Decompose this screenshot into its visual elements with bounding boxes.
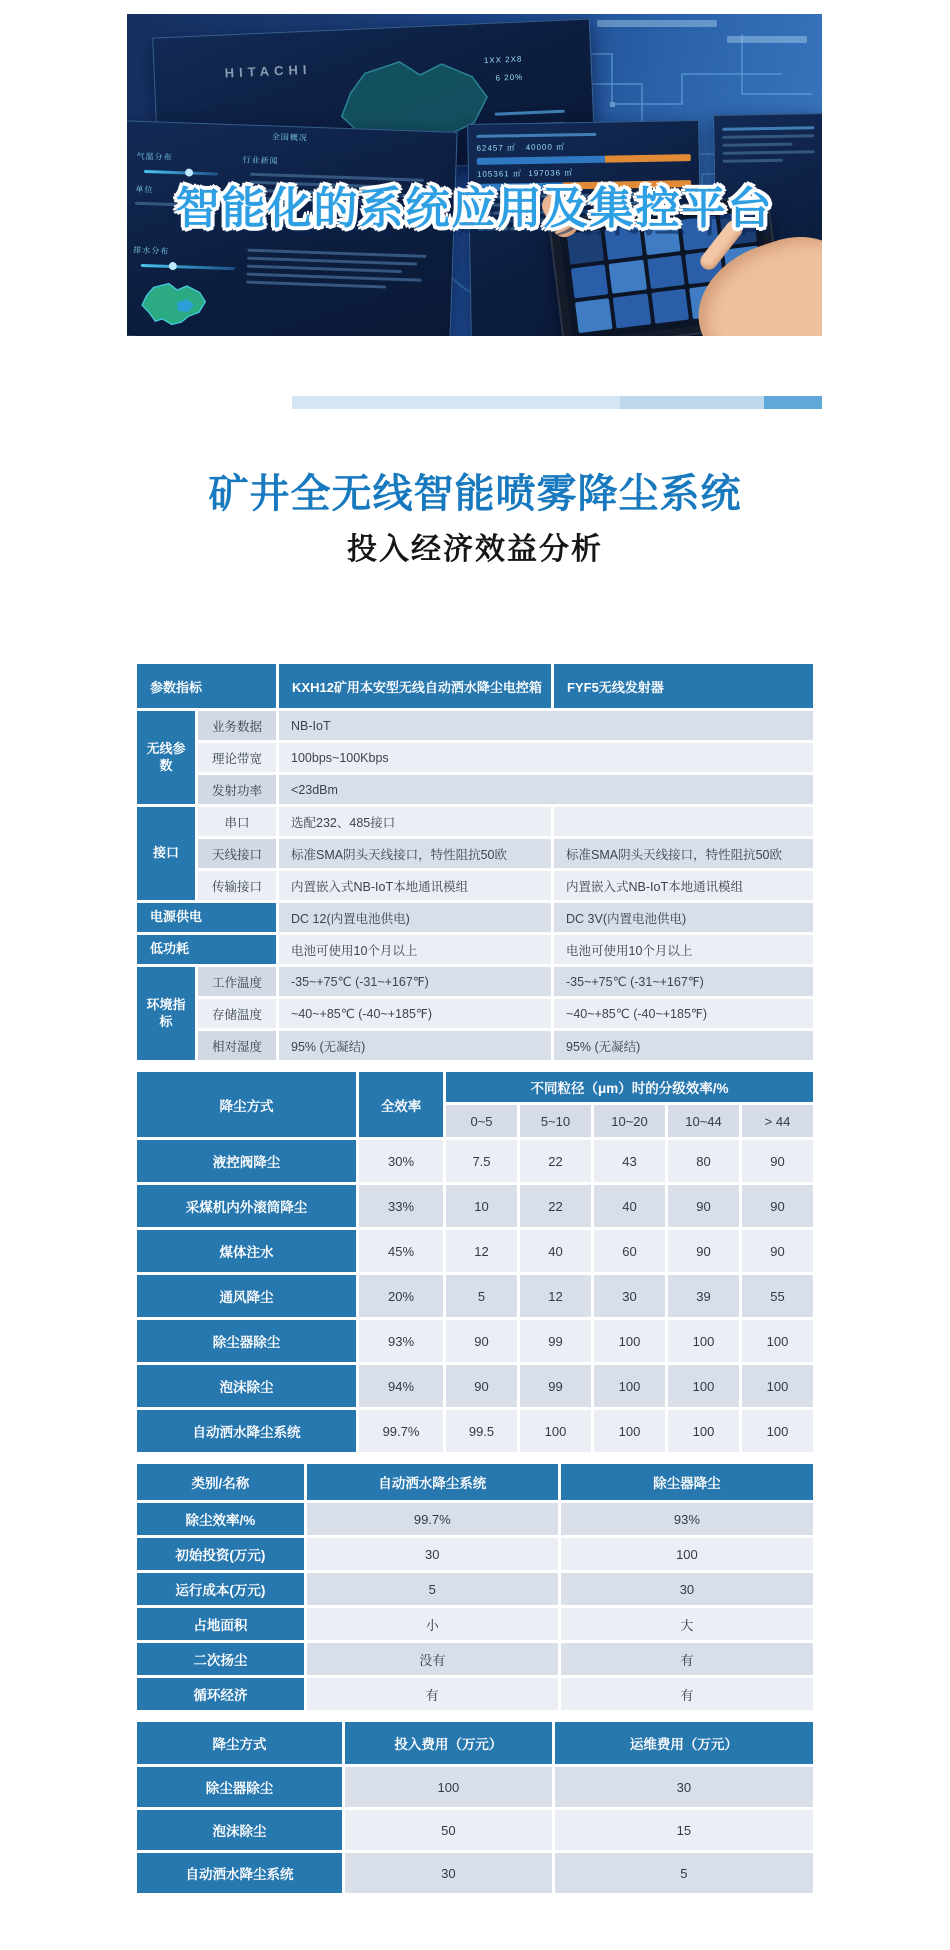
row-label: 理论带宽 bbox=[198, 743, 276, 772]
cell: -35~+75℃ (-31~+167℉) bbox=[554, 967, 813, 996]
panel-label: 单位 bbox=[135, 184, 154, 195]
cell: 100 bbox=[520, 1410, 591, 1452]
col-header: FYF5无线发射器 bbox=[554, 664, 813, 708]
cell: ~40~+85℃ (-40~+185℉) bbox=[554, 999, 813, 1028]
table-row bbox=[137, 775, 813, 804]
table-row bbox=[137, 1767, 813, 1807]
table-row bbox=[137, 967, 813, 996]
text-line-graphic bbox=[722, 126, 814, 131]
cell: 39 bbox=[668, 1275, 739, 1317]
row-label: 自动洒水降尘系统 bbox=[137, 1853, 342, 1893]
cell: DC 3V(内置电池供电) bbox=[554, 903, 813, 932]
cell: 99 bbox=[520, 1320, 591, 1362]
text-line-graphic bbox=[247, 257, 417, 266]
text-line-graphic bbox=[247, 273, 422, 282]
cell: 30 bbox=[594, 1275, 665, 1317]
cell: 90 bbox=[446, 1320, 517, 1362]
cell: 有 bbox=[307, 1678, 558, 1710]
row-label: 发射功率 bbox=[198, 775, 276, 804]
row-label: 除尘效率/% bbox=[137, 1503, 304, 1535]
cell: 93% bbox=[359, 1320, 443, 1362]
row-label: 液控阀降尘 bbox=[137, 1140, 356, 1182]
light-strip-graphic bbox=[727, 36, 807, 43]
table-row bbox=[137, 711, 813, 740]
divider-segment-3 bbox=[764, 396, 822, 409]
table-row bbox=[137, 1320, 813, 1362]
cell: 30 bbox=[307, 1538, 558, 1570]
panel-label: 全国概况 bbox=[271, 132, 309, 143]
row-label: 泡沫除尘 bbox=[137, 1365, 356, 1407]
row-label: 占地面积 bbox=[137, 1608, 304, 1640]
table-row bbox=[137, 1185, 813, 1227]
table-row bbox=[137, 999, 813, 1028]
col-header: 投入费用（万元） bbox=[345, 1722, 552, 1764]
panel-label: 气温分布 bbox=[136, 151, 173, 162]
cell: -35~+75℃ (-31~+167℉) bbox=[279, 967, 551, 996]
cell: 小 bbox=[307, 1608, 558, 1640]
cell: 100bps~100Kbps bbox=[279, 743, 813, 772]
cell: 100 bbox=[345, 1767, 552, 1807]
cell: 40 bbox=[594, 1185, 665, 1227]
row-label: 运行成本(万元) bbox=[137, 1573, 304, 1605]
cell: 60 bbox=[594, 1230, 665, 1272]
cell: 100 bbox=[594, 1410, 665, 1452]
group-label: 接口 bbox=[137, 807, 195, 900]
row-label: 采煤机内外滚筒降尘 bbox=[137, 1185, 356, 1227]
cost-table bbox=[134, 1719, 816, 1896]
cell: 90 bbox=[668, 1230, 739, 1272]
bar-chart-graphic bbox=[477, 154, 691, 165]
cell: 33% bbox=[359, 1185, 443, 1227]
table-row bbox=[137, 903, 813, 932]
col-header: 降尘方式 bbox=[137, 1722, 342, 1764]
panel-label: 排水分布 bbox=[133, 245, 170, 256]
row-label: 工作温度 bbox=[198, 967, 276, 996]
table-row bbox=[137, 807, 813, 836]
cell: 100 bbox=[594, 1365, 665, 1407]
text-line-graphic bbox=[246, 281, 386, 289]
table-row bbox=[137, 1410, 813, 1452]
cell: 90 bbox=[742, 1230, 813, 1272]
row-label: 存储温度 bbox=[198, 999, 276, 1028]
table-header-row bbox=[137, 1722, 813, 1764]
divider-bar bbox=[292, 396, 822, 409]
col-header: 10~44 bbox=[668, 1105, 739, 1137]
col-header: 参数指标 bbox=[137, 664, 276, 708]
table-row bbox=[137, 1230, 813, 1272]
cell: 94% bbox=[359, 1365, 443, 1407]
text-line-graphic bbox=[476, 133, 596, 138]
col-header: 运维费用（万元） bbox=[555, 1722, 813, 1764]
cell: 电池可使用10个月以上 bbox=[554, 935, 813, 964]
col-header: 不同粒径（μm）时的分级效率/% bbox=[446, 1072, 813, 1102]
cell: 7.5 bbox=[446, 1140, 517, 1182]
table-row bbox=[137, 871, 813, 900]
efficiency-table bbox=[134, 1069, 816, 1455]
row-label: 煤体注水 bbox=[137, 1230, 356, 1272]
table-row bbox=[137, 743, 813, 772]
comparison-table bbox=[134, 1461, 816, 1713]
cell: 100 bbox=[561, 1538, 813, 1570]
cell: 15 bbox=[555, 1810, 813, 1850]
stat-text: 6 20% bbox=[495, 72, 524, 83]
cell: 电池可使用10个月以上 bbox=[279, 935, 551, 964]
cell: 20% bbox=[359, 1275, 443, 1317]
table-header-row bbox=[137, 1464, 813, 1500]
table-row bbox=[137, 1140, 813, 1182]
panel-label: 行业新闻 bbox=[242, 155, 279, 166]
cell: 标准SMA阴头天线接口，特性阻抗50欧 bbox=[279, 839, 551, 868]
table-row bbox=[137, 1365, 813, 1407]
cell: 95% (无凝结) bbox=[554, 1031, 813, 1060]
table-header-row bbox=[137, 664, 813, 708]
text-line-graphic bbox=[723, 143, 793, 147]
cell: 99.5 bbox=[446, 1410, 517, 1452]
cell: 30 bbox=[555, 1767, 813, 1807]
cell: 5 bbox=[307, 1573, 558, 1605]
cell: 93% bbox=[561, 1503, 813, 1535]
cell: ~40~+85℃ (-40~+185℉) bbox=[279, 999, 551, 1028]
group-label: 低功耗 bbox=[137, 935, 276, 964]
cell: 90 bbox=[668, 1185, 739, 1227]
table-row bbox=[137, 1678, 813, 1710]
cell: 内置嵌入式NB-IoT本地通讯模组 bbox=[279, 871, 551, 900]
cell: 95% (无凝结) bbox=[279, 1031, 551, 1060]
row-label: 二次扬尘 bbox=[137, 1643, 304, 1675]
table-row bbox=[137, 1608, 813, 1640]
col-header: 全效率 bbox=[359, 1072, 443, 1137]
table-row bbox=[137, 1031, 813, 1060]
table-row bbox=[137, 1853, 813, 1893]
row-label: 传输接口 bbox=[198, 871, 276, 900]
col-header: 10~20 bbox=[594, 1105, 665, 1137]
cell: 30 bbox=[561, 1573, 813, 1605]
col-header: KXH12矿用本安型无线自动洒水降尘电控箱 bbox=[279, 664, 551, 708]
group-label: 电源供电 bbox=[137, 903, 276, 932]
row-label: 天线接口 bbox=[198, 839, 276, 868]
cell: 100 bbox=[668, 1320, 739, 1362]
cell: 99.7% bbox=[307, 1503, 558, 1535]
cell: 内置嵌入式NB-IoT本地通讯模组 bbox=[554, 871, 813, 900]
col-header: > 44 bbox=[742, 1105, 813, 1137]
stat-text: 1XX 2X8 bbox=[483, 54, 523, 66]
text-line-graphic bbox=[723, 159, 783, 163]
cell: 40 bbox=[520, 1230, 591, 1272]
cell: 80 bbox=[668, 1140, 739, 1182]
row-label: 相对湿度 bbox=[198, 1031, 276, 1060]
cell: 100 bbox=[742, 1410, 813, 1452]
hero-image bbox=[127, 14, 822, 336]
hero-title: 智能化的系统应用及集控平台 bbox=[175, 184, 774, 233]
cell: 99.7% bbox=[359, 1410, 443, 1452]
row-label: 业务数据 bbox=[198, 711, 276, 740]
table-row bbox=[137, 1538, 813, 1570]
cell: 45% bbox=[359, 1230, 443, 1272]
cell: 12 bbox=[520, 1275, 591, 1317]
col-header: 降尘方式 bbox=[137, 1072, 356, 1137]
cell: 有 bbox=[561, 1643, 813, 1675]
cell: 5 bbox=[555, 1853, 813, 1893]
cell: 22 bbox=[520, 1185, 591, 1227]
cell: 100 bbox=[594, 1320, 665, 1362]
stat-text: 62457 ㎡ 40000 ㎡ bbox=[476, 142, 566, 153]
row-label: 初始投资(万元) bbox=[137, 1538, 304, 1570]
cell: 12 bbox=[446, 1230, 517, 1272]
page-subtitle: 投入经济效益分析 bbox=[347, 533, 603, 566]
table-row bbox=[137, 839, 813, 868]
cell: 43 bbox=[594, 1140, 665, 1182]
text-line-graphic bbox=[247, 249, 426, 258]
row-label: 除尘器除尘 bbox=[137, 1767, 342, 1807]
row-label: 循环经济 bbox=[137, 1678, 304, 1710]
cell: 90 bbox=[742, 1185, 813, 1227]
table-row bbox=[137, 1573, 813, 1605]
mini-map-graphic bbox=[133, 272, 215, 331]
table-row bbox=[137, 1643, 813, 1675]
cell: 55 bbox=[742, 1275, 813, 1317]
table-row bbox=[137, 1275, 813, 1317]
cell: 100 bbox=[742, 1365, 813, 1407]
table-row bbox=[137, 1503, 813, 1535]
col-header: 除尘器降尘 bbox=[561, 1464, 813, 1500]
row-label: 除尘器除尘 bbox=[137, 1320, 356, 1362]
divider-segment-1 bbox=[292, 396, 620, 409]
col-header: 自动洒水降尘系统 bbox=[307, 1464, 558, 1500]
cell: 大 bbox=[561, 1608, 813, 1640]
cell bbox=[554, 807, 813, 836]
cell: 选配232、485接口 bbox=[279, 807, 551, 836]
page-title: 矿井全无线智能喷雾降尘系统 bbox=[208, 472, 742, 516]
cell: 50 bbox=[345, 1810, 552, 1850]
cell: 100 bbox=[742, 1320, 813, 1362]
cell: <23dBm bbox=[279, 775, 813, 804]
text-line-graphic bbox=[722, 134, 814, 139]
cell: 30% bbox=[359, 1140, 443, 1182]
cell: 22 bbox=[520, 1140, 591, 1182]
cell: 有 bbox=[561, 1678, 813, 1710]
cell: 99 bbox=[520, 1365, 591, 1407]
slider-graphic bbox=[141, 264, 235, 270]
row-label: 自动洒水降尘系统 bbox=[137, 1410, 356, 1452]
cell: 标准SMA阴头天线接口，特性阻抗50欧 bbox=[554, 839, 813, 868]
cell: 100 bbox=[668, 1365, 739, 1407]
group-label: 无线参数 bbox=[137, 711, 195, 804]
divider-segment-2 bbox=[620, 396, 764, 409]
row-label: 泡沫除尘 bbox=[137, 1810, 342, 1850]
col-header: 0~5 bbox=[446, 1105, 517, 1137]
table-header-row bbox=[137, 1072, 813, 1102]
row-label: 通风降尘 bbox=[137, 1275, 356, 1317]
cell: NB-IoT bbox=[279, 711, 813, 740]
col-header: 类别/名称 bbox=[137, 1464, 304, 1500]
cell: 没有 bbox=[307, 1643, 558, 1675]
cell: 10 bbox=[446, 1185, 517, 1227]
cell: 90 bbox=[446, 1365, 517, 1407]
text-line-graphic bbox=[723, 150, 815, 155]
cell: 5 bbox=[446, 1275, 517, 1317]
row-label: 串口 bbox=[198, 807, 276, 836]
table-row bbox=[137, 1810, 813, 1850]
cell: DC 12(内置电池供电) bbox=[279, 903, 551, 932]
group-label: 环境指标 bbox=[137, 967, 195, 1060]
cell: 30 bbox=[345, 1853, 552, 1893]
params-table bbox=[134, 661, 816, 1063]
text-line-graphic bbox=[247, 265, 402, 273]
light-strip-graphic bbox=[597, 20, 717, 27]
col-header: 5~10 bbox=[520, 1105, 591, 1137]
stat-text: 105361 ㎡ 197036 ㎡ bbox=[476, 168, 574, 179]
brand-text: HITACHI bbox=[224, 61, 312, 81]
cell: 100 bbox=[668, 1410, 739, 1452]
table-row bbox=[137, 935, 813, 964]
cell: 90 bbox=[742, 1140, 813, 1182]
